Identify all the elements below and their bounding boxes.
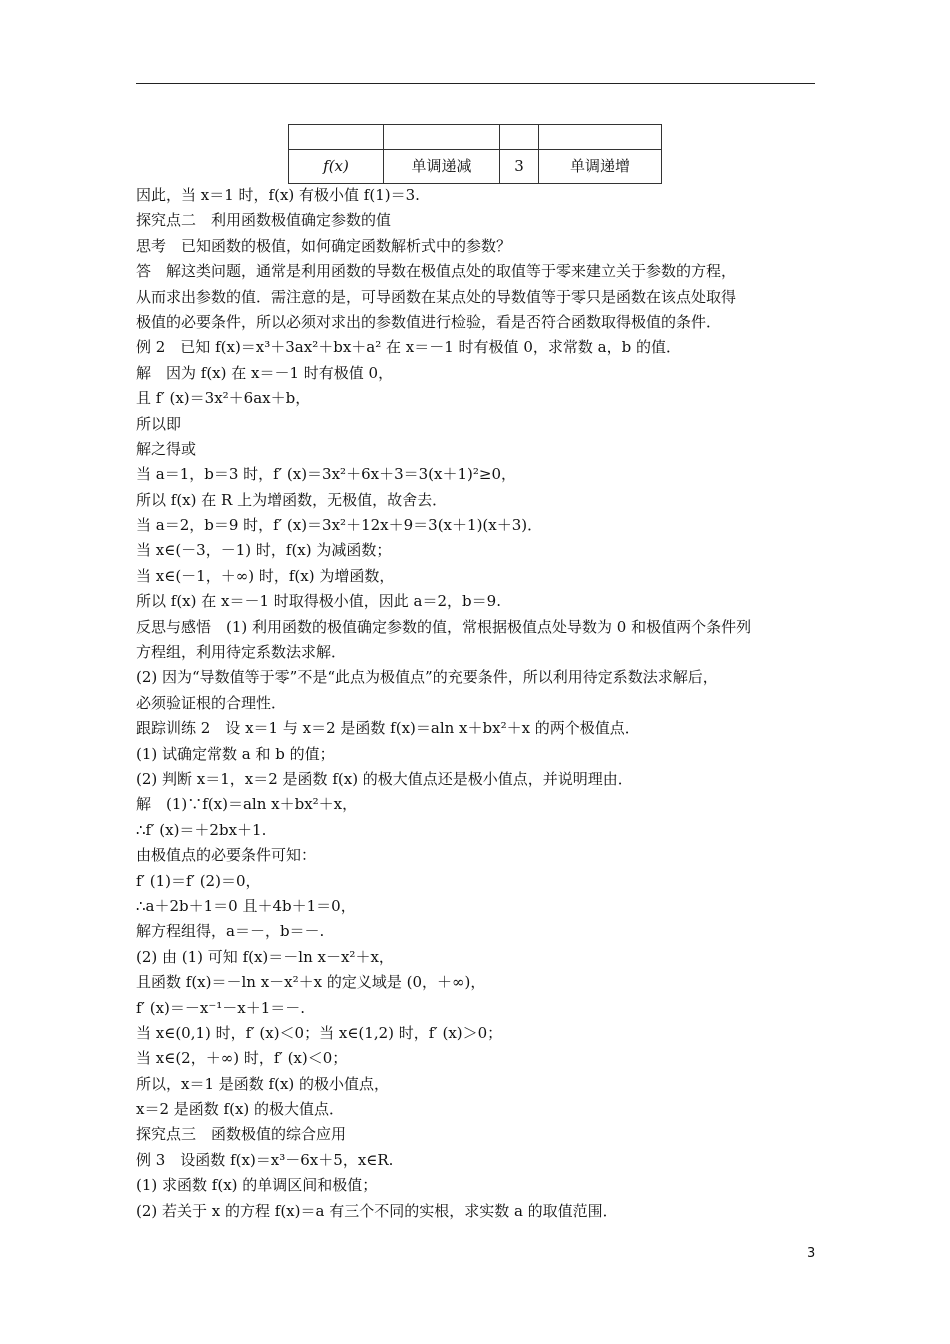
section-heading: 探究点二 利用函数极值确定参数的值 xyxy=(136,211,392,230)
text-line: 所以，x＝1 是函数 f(x) 的极小值点， xyxy=(136,1074,390,1093)
table-row xyxy=(289,150,662,184)
text-line: (1) 求函数 f(x) 的单调区间和极值； xyxy=(136,1176,378,1195)
text-line: 当 x∈(－1，＋∞) 时，f(x) 为增函数， xyxy=(136,566,395,585)
text-line: 极值的必要条件，所以必须对求出的参数值进行检验，看是否符合函数取得极值的条件． xyxy=(136,312,722,331)
text-line: 当 a＝2，b＝9 时，f′ (x)＝3x²＋12x＋9＝3(x＋1)(x＋3)． xyxy=(136,516,543,535)
table-cell xyxy=(539,125,662,150)
table-cell xyxy=(289,125,384,150)
text-line: 解 (1)∵f(x)＝aln x＋bx²＋x， xyxy=(136,795,358,814)
extremum-table xyxy=(288,124,662,184)
exercise-heading: 跟踪训练 2 设 x＝1 与 x＝2 是函数 f(x)＝aln x＋bx²＋x 的两个极值点． xyxy=(136,719,640,738)
section-heading: 探究点三 函数极值的综合应用 xyxy=(136,1125,347,1144)
text-line: f′ (x)＝－x⁻¹－x＋1＝－. xyxy=(136,998,306,1017)
text-line: 当 a＝1，b＝3 时，f′ (x)＝3x²＋6x＋3＝3(x＋1)²≥0， xyxy=(136,465,516,484)
text-line: (2) 判断 x＝1，x＝2 是函数 f(x) 的极大值点还是极小值点，并说明理由． xyxy=(136,769,633,788)
text-line: 方程组，利用待定系数法求解． xyxy=(136,643,347,662)
text-line: 解 因为 f(x) 在 x＝－1 时有极值 0， xyxy=(136,363,394,382)
document-body xyxy=(136,183,816,1224)
text-line: (2) 因为“导数值等于零”不是“此点为极值点”的充要条件，所以利用待定系数法求解后， xyxy=(136,668,718,687)
text-line: 当 x∈(0,1) 时，f′ (x)＜0；当 x∈(1,2) 时，f′ (x)＞0； xyxy=(136,1023,503,1042)
text-line: f′ (1)＝f′ (2)＝0， xyxy=(136,871,261,890)
header-rule xyxy=(136,83,815,84)
example-heading: 例 2 已知 f(x)＝x³＋3ax²＋bx＋a² 在 x＝－1 时有极值 0，求常数 a，b 的值． xyxy=(136,338,681,357)
text-line: 答 解这类问题，通常是利用函数的导数在极值点处的取值等于零来建立关于参数的方程， xyxy=(136,262,737,281)
table-cell xyxy=(384,125,500,150)
text-line: 由极值点的必要条件可知： xyxy=(136,846,317,865)
text-line: 反思与感悟 (1) 利用函数的极值确定参数的值，常根据极值点处导数为 0 和极值两个条件列 xyxy=(136,617,752,636)
text-line: 从而求出参数的值．需注意的是，可导函数在某点处的导数值等于零只是函数在该点处取得 xyxy=(136,287,737,306)
text-line: (2) 由 (1) 可知 f(x)＝－ln x－x²＋x， xyxy=(136,947,394,966)
table-cell: 单调递增 xyxy=(539,150,662,184)
text-line: 必须验证根的合理性． xyxy=(136,693,287,712)
example-heading: 例 3 设函数 f(x)＝x³－6x＋5，x∈R. xyxy=(136,1150,394,1169)
text-line: (2) 若关于 x 的方程 f(x)＝a 有三个不同的实根，求实数 a 的取值范围． xyxy=(136,1201,618,1220)
text-line: 解之得或 xyxy=(136,439,197,458)
text-line: 所以即 xyxy=(136,414,182,433)
text-line: 当 x∈(2，＋∞) 时，f′ (x)＜0； xyxy=(136,1049,348,1068)
text-line: 解方程组得，a＝－，b＝－. xyxy=(136,922,325,941)
table-cell: 3 xyxy=(500,150,539,184)
table-cell: f(x) xyxy=(289,150,384,184)
text-line: ∴f′ (x)＝＋2bx＋1. xyxy=(136,820,267,839)
text-line: x＝2 是函数 f(x) 的极大值点． xyxy=(136,1100,345,1119)
text-line: ∴a＋2b＋1＝0 且＋4b＋1＝0， xyxy=(136,896,356,915)
table-row xyxy=(289,125,662,150)
text-line: 所以 f(x) 在 R 上为增函数，无极值，故舍去． xyxy=(136,490,448,509)
text-line: (1) 试确定常数 a 和 b 的值； xyxy=(136,744,335,763)
page-number: 3 xyxy=(807,1246,816,1261)
text-line: 因此，当 x＝1 时，f(x) 有极小值 f(1)＝3. xyxy=(136,186,420,204)
text-line: 思考 已知函数的极值，如何确定函数解析式中的参数？ xyxy=(136,236,512,255)
text-line: 且 f′ (x)＝3x²＋6ax＋b， xyxy=(136,389,311,408)
table-cell xyxy=(500,125,539,150)
text-line: 当 x∈(－3，－1) 时，f(x) 为减函数； xyxy=(136,541,392,560)
table-cell: 单调递减 xyxy=(384,150,500,184)
text-line: 所以 f(x) 在 x＝－1 时取得极小值，因此 a＝2，b＝9. xyxy=(136,592,501,611)
text-line: 且函数 f(x)＝－ln x－x²＋x 的定义域是 (0，＋∞)， xyxy=(136,973,486,992)
